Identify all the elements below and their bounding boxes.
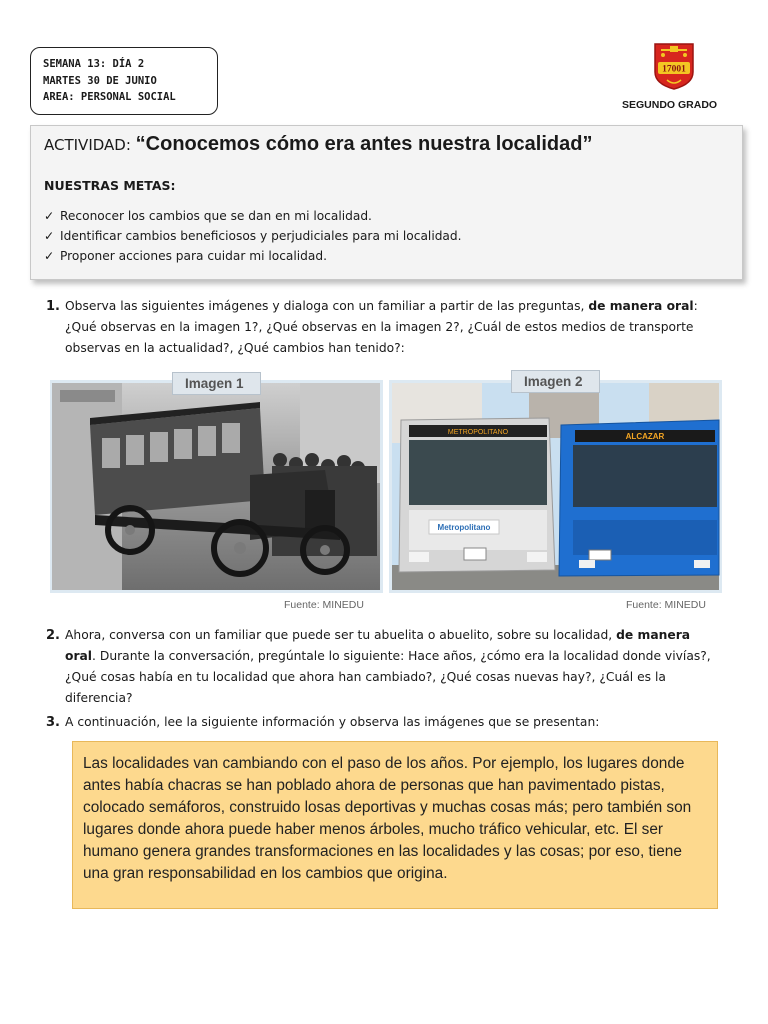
goal-item: ✓ Identificar cambios beneficiosos y perjudiciales para mi localidad. <box>44 226 462 246</box>
image-1-label: Imagen 1 <box>172 372 261 395</box>
question-number: 2. <box>46 628 60 643</box>
school-crest-logo <box>653 42 695 90</box>
metro-brand-text: Metropolitano <box>437 523 491 532</box>
question-text: Ahora, conversa con un familiar que puede ser tu abuelita o abuelito, sobre su localidad, de manera oral. Durante la conversación, pregúntale lo siguiente: Hace años, ¿cómo era la localidad donde vivías?, ¿Qué cosas había en tu localidad que ahora han cambiado?, ¿Qué cosas nuevas hay?, ¿Cuál es la diferencia? <box>65 628 711 705</box>
activity-label: ACTIVIDAD: <box>44 136 136 154</box>
image-2-label: Imagen 2 <box>511 370 600 393</box>
question-number: 3. <box>46 715 60 730</box>
image-2-source: Fuente: MINEDU <box>626 599 706 611</box>
image-1-source: Fuente: MINEDU <box>284 599 364 611</box>
area-label: AREA: PERSONAL SOCIAL <box>43 91 176 103</box>
goal-item: ✓ Reconocer los cambios que se dan en mi localidad. <box>44 206 462 226</box>
question-text: A continuación, lee la siguiente información y observa las imágenes que se presentan: <box>65 715 600 729</box>
question-number: 1. <box>46 299 60 314</box>
goals-heading: NUESTRAS METAS: <box>44 178 176 193</box>
goal-item: ✓ Proponer acciones para cuidar mi localidad. <box>44 246 462 266</box>
logo-number: 17001 <box>662 64 686 75</box>
date-label: MARTES 30 DE JUNIO <box>43 74 157 87</box>
info-box <box>72 741 718 909</box>
question-2 <box>40 625 720 709</box>
right-bus-sign: ALCAZAR <box>625 432 665 441</box>
check-icon: ✓ <box>44 229 55 243</box>
activity-heading <box>44 133 592 156</box>
question-1 <box>40 296 720 359</box>
vintage-bus-photo <box>50 380 383 593</box>
info-text: Las localidades van cambiando con el paso de los años. Por ejemplo, los lugares donde antes había chacras se han poblado ahora de personas que han pavimentado pistas, colocado semáforos, construido losas deportivas y muchas cosas más; pero también son lugares donde ahora puede haber menos árboles, mucho tráfico vehicular, etc. El ser humano genera grandes transformaciones en las localidades y las cosas; por eso, tiene una gran responsabilidad en los cambios que origina. <box>83 755 692 882</box>
question-3 <box>40 712 720 733</box>
activity-panel <box>30 125 743 280</box>
check-icon: ✓ <box>44 209 55 223</box>
left-bus-sign: METROPOLITANO <box>447 429 509 436</box>
goals-list <box>44 206 462 266</box>
week-day-label: SEMANA 13: DÍA 2 <box>43 58 145 70</box>
activity-title: “Conocemos cómo era antes nuestra localidad” <box>135 133 593 155</box>
modern-buses-photo <box>389 380 722 593</box>
image-2-panel <box>389 374 722 593</box>
session-info-box <box>30 47 218 115</box>
grade-label: SEGUNDO GRADO <box>622 99 718 111</box>
question-text: Observa las siguientes imágenes y dialoga con un familiar a partir de las preguntas, de manera oral: ¿Qué observas en la imagen 1?, ¿Qué observas en la imagen 2?, ¿Cuál de estos medios de transporte observas en la actualidad?, ¿Qué cambios han tenido?: <box>65 299 698 355</box>
check-icon: ✓ <box>44 249 55 263</box>
image-1-panel <box>50 376 383 593</box>
